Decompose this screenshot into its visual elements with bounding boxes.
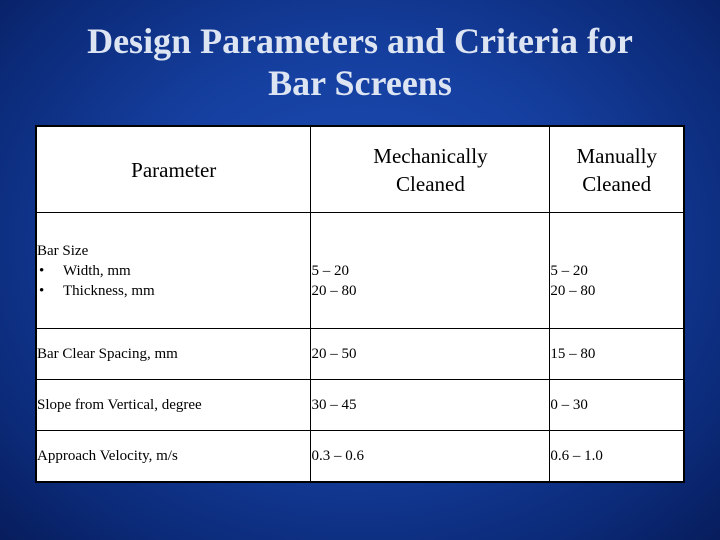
header-man-line-1: Manually — [576, 143, 657, 168]
title-line-1: Design Parameters and Criteria for — [87, 21, 633, 61]
mechanical-value: 20 – 50 — [311, 329, 550, 380]
header-man-line-2: Cleaned — [582, 171, 652, 196]
mechanical-value: 30 – 45 — [311, 380, 550, 431]
manual-value: 15 – 80 — [550, 329, 684, 380]
criteria-table — [35, 125, 685, 483]
list-item: • Thickness, mm — [37, 281, 310, 301]
table-row — [36, 380, 684, 431]
row-parameter-cell — [36, 213, 311, 329]
slide-title — [0, 20, 720, 104]
header-mech-line-2: Cleaned — [396, 171, 465, 196]
row-manual-cell — [550, 213, 684, 329]
mechanical-value: 5 – 20 — [311, 262, 349, 279]
row-mechanical-cell — [311, 213, 550, 329]
manual-value: 0.6 – 1.0 — [550, 431, 684, 483]
row-parameter: Approach Velocity, m/s — [36, 431, 311, 483]
header-mechanically-cleaned — [311, 126, 550, 213]
table-header-row — [36, 126, 684, 213]
mechanical-value: 20 – 80 — [311, 282, 357, 299]
mechanical-value: 0.3 – 0.6 — [311, 431, 550, 483]
manual-value: 5 – 20 — [550, 262, 588, 279]
header-manually-cleaned — [550, 126, 684, 213]
manual-value: 20 – 80 — [550, 282, 596, 299]
header-mech-line-1: Mechanically — [373, 143, 488, 168]
table-row — [36, 431, 684, 483]
title-line-2: Bar Screens — [268, 63, 452, 103]
table-row — [36, 329, 684, 380]
header-parameter — [36, 126, 311, 213]
row-parameter: Bar Clear Spacing, mm — [36, 329, 311, 380]
row-parameter: Slope from Vertical, degree — [36, 380, 311, 431]
list-item: • Width, mm — [37, 261, 310, 281]
bar-size-sublist — [37, 261, 310, 301]
row-parameter: Bar Size — [37, 242, 89, 259]
header-parameter-label: Parameter — [131, 157, 217, 182]
table-row — [36, 213, 684, 329]
manual-value: 0 – 30 — [550, 380, 684, 431]
